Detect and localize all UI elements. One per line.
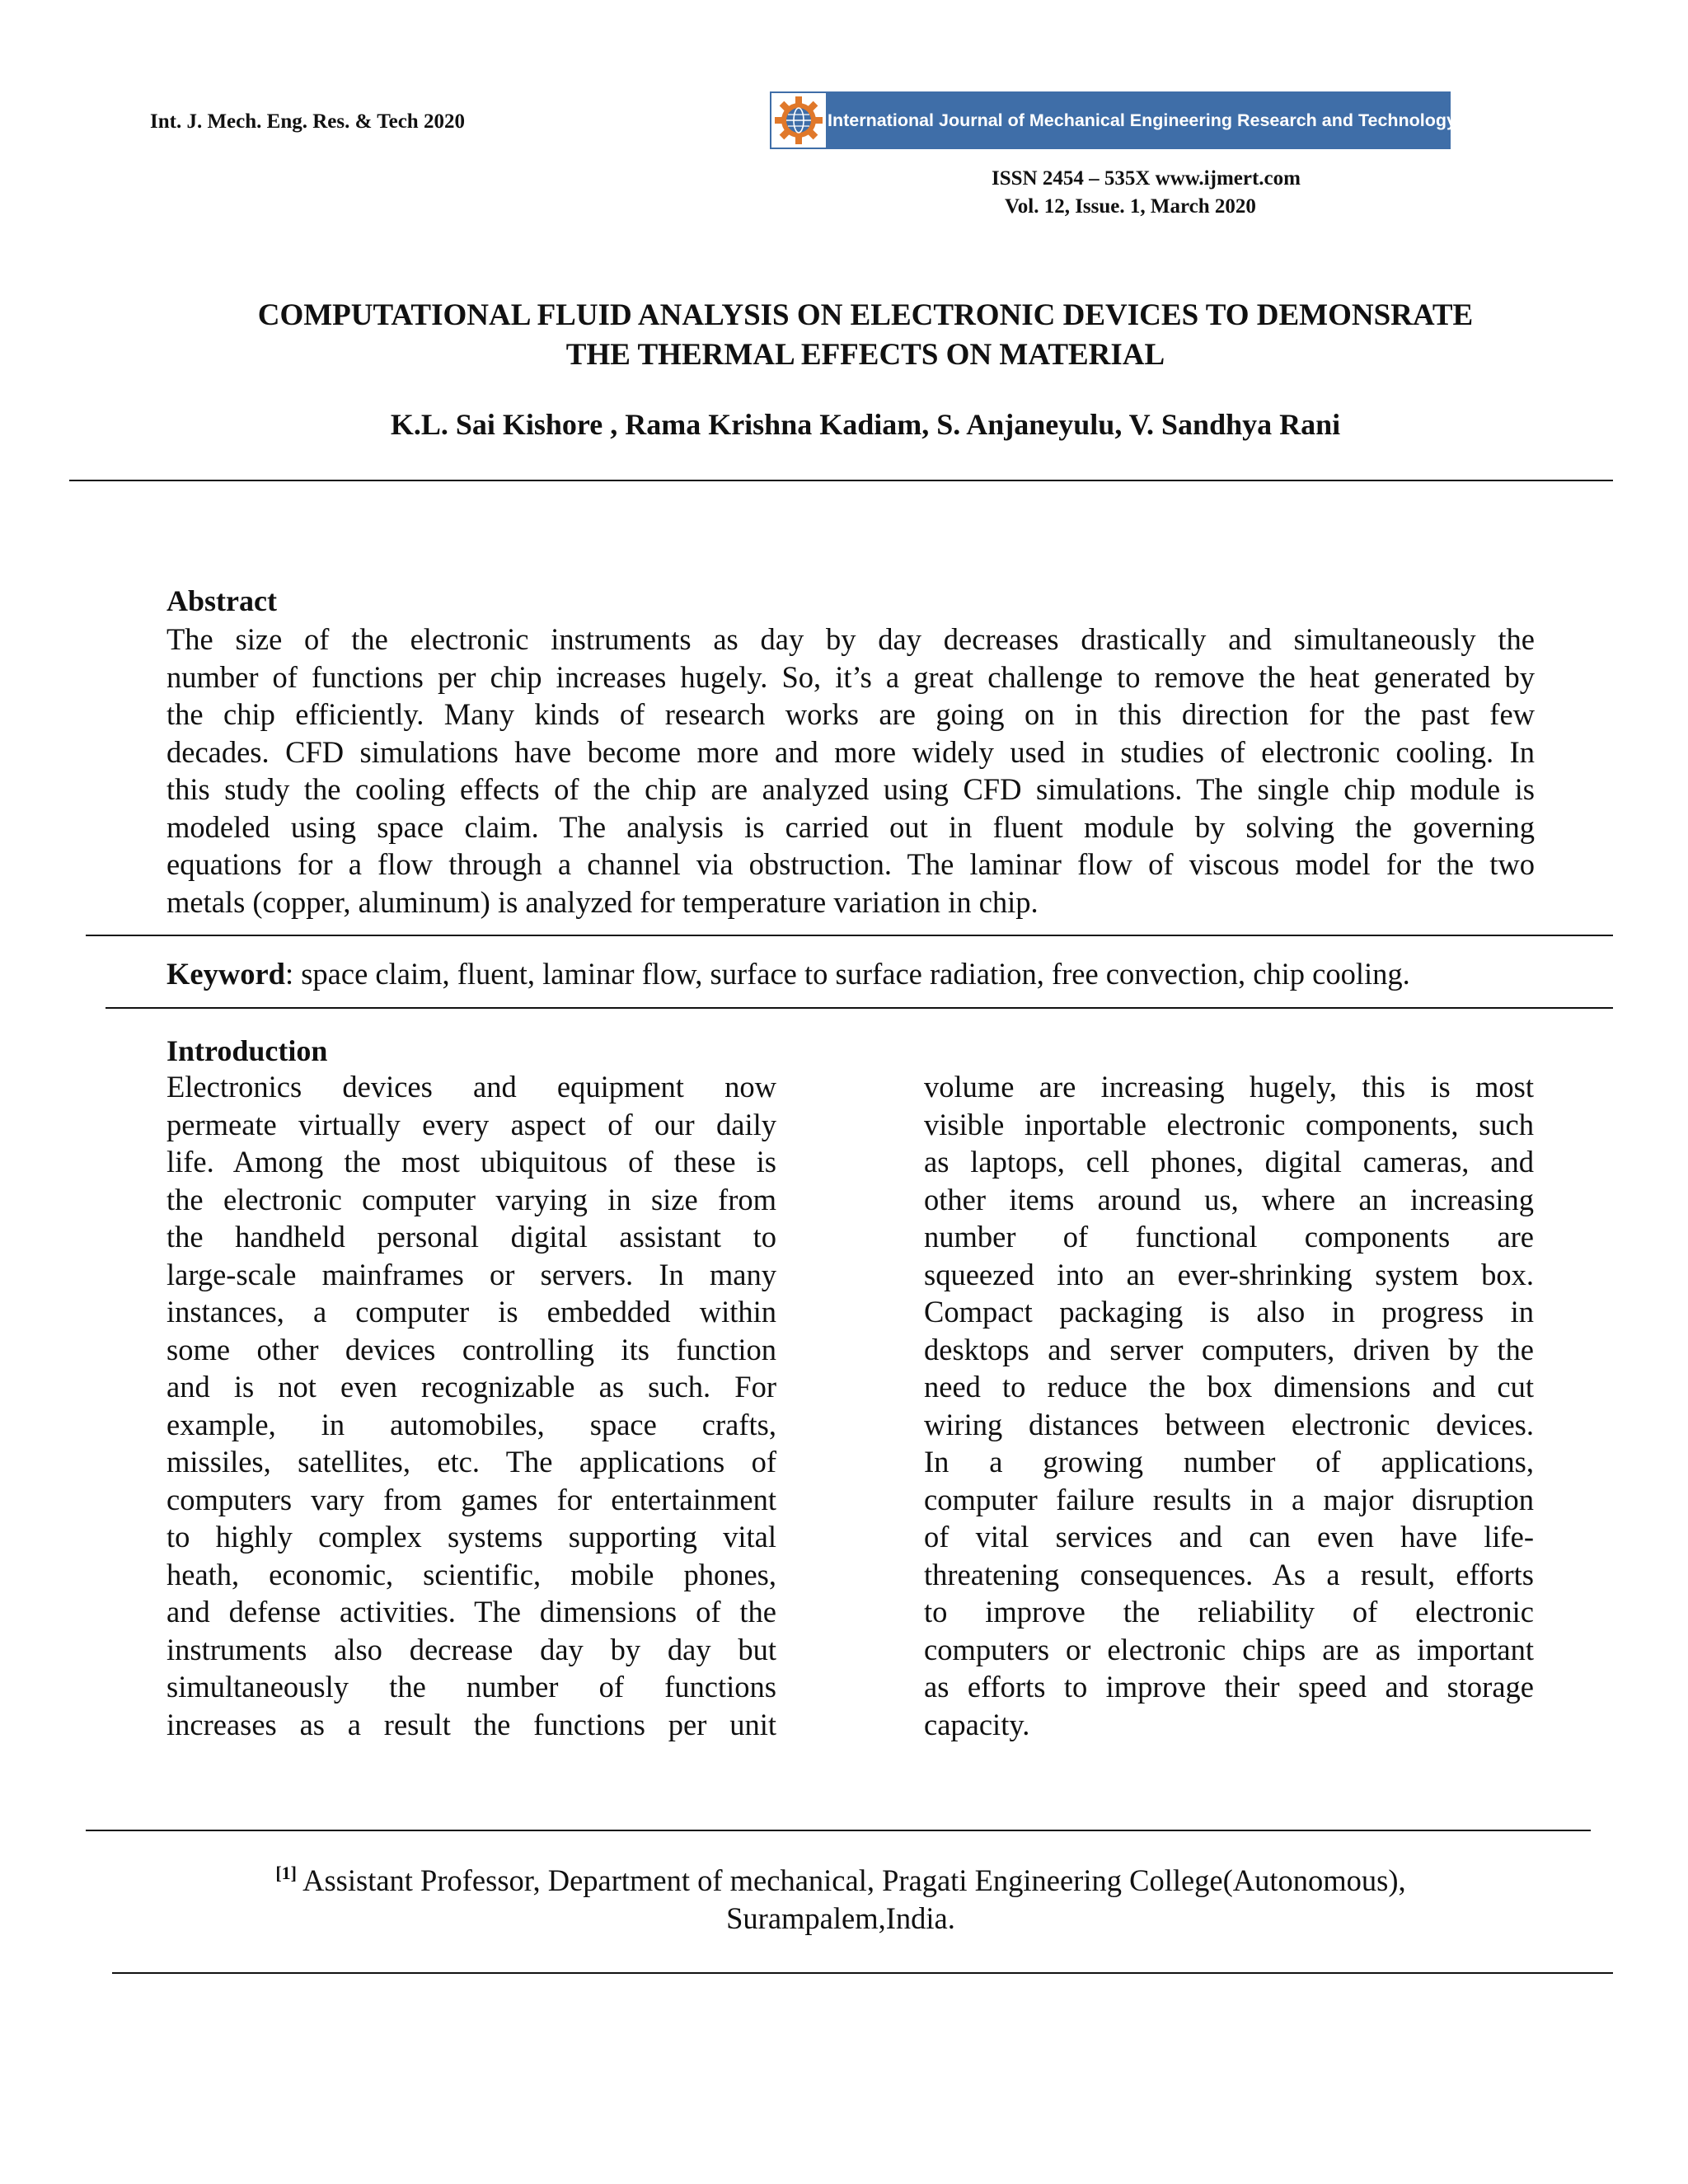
paragraph-line: Electronics devices and equipment now	[166, 1070, 776, 1104]
abstract-line: decades. CFD simulations have become more and more widely used in studies of electronic cooling. In	[166, 734, 1535, 769]
paragraph-line: permeate virtually every aspect of our daily	[166, 1107, 776, 1141]
paragraph-line: need to reduce the box dimensions and cut	[924, 1370, 1534, 1404]
paragraph-line: large-scale mainframes or servers. In many	[166, 1257, 776, 1291]
title-line-2: THE THERMAL EFFECTS ON MATERIAL	[565, 338, 1165, 372]
running-head: Int. J. Mech. Eng. Res. & Tech 2020	[150, 110, 465, 133]
paragraph-line: desktops and server computers, driven by the	[924, 1332, 1534, 1366]
paragraph-line: the handheld personal digital assistant to	[166, 1220, 776, 1254]
keywords-label: Keyword	[166, 957, 285, 991]
paragraph-line: some other devices controlling its function	[166, 1332, 776, 1366]
paragraph-line: In a growing number of applications,	[924, 1445, 1534, 1479]
abstract-line: equations for a flow through a channel via obstruction. The laminar flow of viscous model for the two	[166, 847, 1535, 881]
introduction-left-column	[166, 1068, 776, 1743]
paragraph-line: of vital services and can even have life-	[924, 1520, 1534, 1554]
abstract-divider	[86, 935, 1613, 936]
paragraph-line: instances, a computer is embedded within	[166, 1295, 776, 1329]
footnote-divider-top	[86, 1830, 1591, 1831]
paragraph-line: as efforts to improve their speed and storage	[924, 1670, 1534, 1704]
paragraph-line: to improve the reliability of electronic	[924, 1595, 1534, 1629]
introduction-right-column	[924, 1068, 1534, 1743]
paragraph-line: and defense activities. The dimensions of the	[166, 1595, 776, 1629]
paragraph-line: squeezed into an ever-shrinking system box.	[924, 1257, 1534, 1291]
footnote-divider-bottom	[112, 1972, 1613, 1974]
footnote	[82, 1854, 1599, 1938]
issn-line: ISSN 2454 – 535X www.ijmert.com	[992, 167, 1301, 190]
abstract-line: The size of the electronic instruments as day by day decreases drastically and simultaneously the	[166, 622, 1535, 656]
paragraph-line: and is not even recognizable as such. For	[166, 1370, 776, 1404]
introduction-heading: Introduction	[166, 1034, 328, 1067]
journal-name: International Journal of Mechanical Engineering Research and Technology	[828, 110, 1456, 130]
journal-banner	[770, 91, 1456, 149]
paragraph-line: life. Among the most ubiquitous of these is	[166, 1145, 776, 1179]
volume-line: Vol. 12, Issue. 1, March 2020	[1005, 195, 1256, 218]
paragraph-line: number of functional components are	[924, 1220, 1534, 1254]
paragraph-line: as laptops, cell phones, digital cameras, and	[924, 1145, 1534, 1179]
issn-block	[992, 165, 1301, 221]
paragraph-line: threatening consequences. As a result, efforts	[924, 1557, 1534, 1591]
paper-title	[124, 296, 1607, 375]
paragraph-line: computer failure results in a major disruption	[924, 1482, 1534, 1516]
title-line-1: COMPUTATIONAL FLUID ANALYSIS ON ELECTRONIC DEVICES TO DEMONSRATE	[257, 298, 1474, 332]
abstract-body	[166, 621, 1535, 921]
paragraph-line: Compact packaging is also in progress in	[924, 1295, 1534, 1329]
paragraph-line: volume are increasing hugely, this is most	[924, 1070, 1534, 1104]
paragraph-line: missiles, satellites, etc. The applications of	[166, 1445, 776, 1479]
paragraph-line: heath, economic, scientific, mobile phones,	[166, 1557, 776, 1591]
paragraph-line: simultaneously the number of functions	[166, 1670, 776, 1704]
paragraph-line: computers vary from games for entertainment	[166, 1482, 776, 1516]
footnote-marker: [1]	[275, 1863, 297, 1883]
abstract-line: the chip efficiently. Many kinds of research works are going on in this direction for the past few	[166, 697, 1535, 731]
paragraph-line: other items around us, where an increasing	[924, 1182, 1534, 1216]
paragraph-line: wiring distances between electronic devices.	[924, 1407, 1534, 1441]
paragraph-line: computers or electronic chips are as important	[924, 1632, 1534, 1666]
abstract-line: modeled using space claim. The analysis is carried out in fluent module by solving the governing	[166, 809, 1535, 844]
keywords-divider	[106, 1007, 1613, 1009]
gear-globe-icon	[771, 93, 826, 148]
footnote-line-1	[82, 1854, 1599, 1900]
keywords	[166, 956, 1410, 991]
title-divider	[69, 480, 1613, 481]
paragraph-line: the electronic computer varying in size from	[166, 1182, 776, 1216]
footnote-affiliation: Assistant Professor, Department of mechanical, Pragati Engineering College(Autonomous),	[296, 1863, 1406, 1897]
abstract-line: this study the cooling effects of the chip are analyzed using CFD simulations. The single chip module is	[166, 772, 1535, 806]
paragraph-line: visible inportable electronic components, such	[924, 1107, 1534, 1141]
paragraph-line: increases as a result the functions per unit	[166, 1707, 776, 1741]
abstract-heading: Abstract	[166, 584, 277, 617]
paragraph-line: to highly complex systems supporting vital	[166, 1520, 776, 1554]
paragraph-line: example, in automobiles, space crafts,	[166, 1407, 776, 1441]
footnote-line-2: Surampalem,India.	[726, 1901, 955, 1935]
abstract-line: number of functions per chip increases hugely. So, it’s a great challenge to remove the heat generated by	[166, 659, 1535, 694]
author-list: K.L. Sai Kishore , Rama Krishna Kadiam, S. Anjaneyulu, V. Sandhya Rani	[390, 408, 1341, 441]
paragraph-line: capacity.	[924, 1707, 1030, 1741]
keywords-text: : space claim, fluent, laminar flow, surface to surface radiation, free convection, chip cooling.	[284, 957, 1410, 991]
abstract-line: metals (copper, aluminum) is analyzed for temperature variation in chip.	[166, 884, 1039, 919]
paragraph-line: instruments also decrease day by day but	[166, 1632, 776, 1666]
